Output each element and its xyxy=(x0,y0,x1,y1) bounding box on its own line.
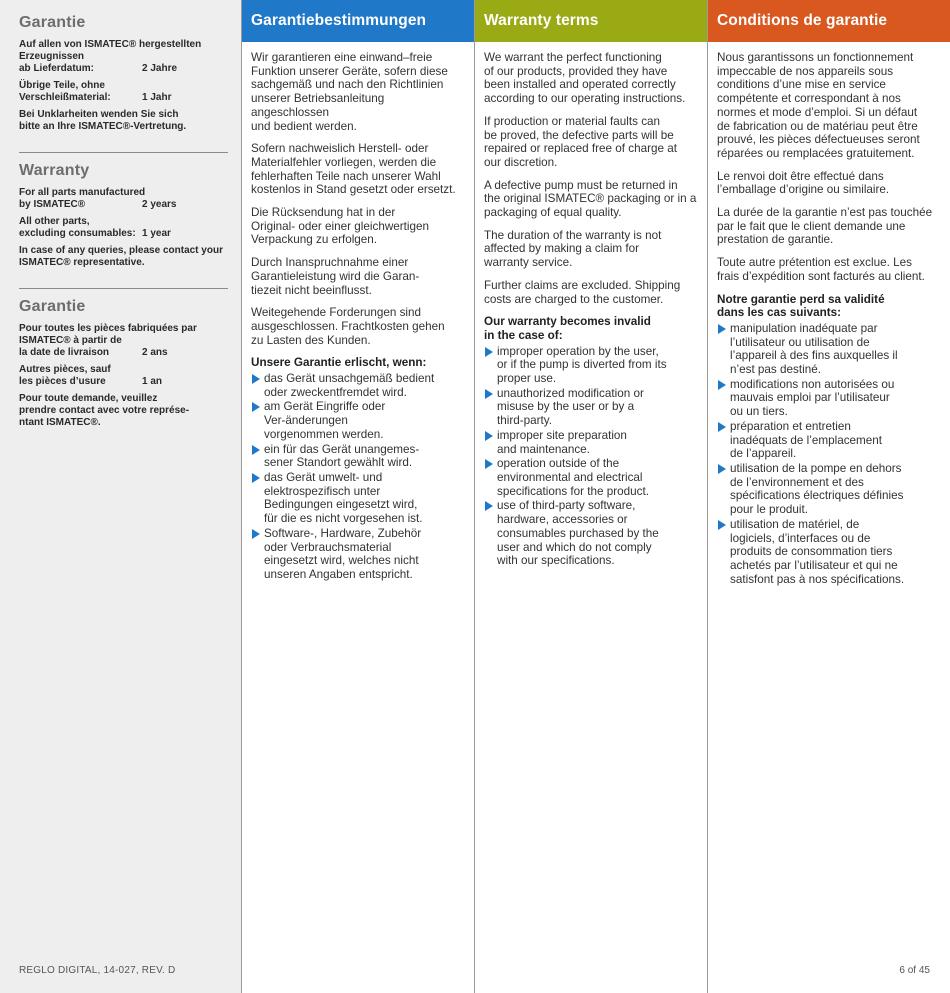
warranty-period-value: 2 years xyxy=(142,199,177,210)
triangle-right-bullet-icon xyxy=(252,374,260,384)
triangle-right-bullet-icon xyxy=(252,473,260,483)
column-german xyxy=(242,0,475,993)
sidebar-section-title: Garantie xyxy=(19,298,86,315)
triangle-right-bullet-icon xyxy=(718,422,726,432)
warranty-paragraph: Further claims are excluded. Shipping costs are charged to the customer. xyxy=(484,278,681,306)
exclusion-text: am Gerät Eingriffe oder Ver-änderungen vorgenommen werden. xyxy=(264,400,386,441)
exclusion-item xyxy=(484,429,697,456)
warranty-period-label: la date de livraison xyxy=(19,347,110,358)
warranty-paragraph: Toute autre prétention est exclue. Les frais d’expédition sont facturés au client. xyxy=(717,256,925,283)
exclusion-text: improper operation by the user, or if the pump is diverted from its proper use. xyxy=(497,344,667,386)
column-french xyxy=(708,0,950,993)
exclusion-item xyxy=(251,471,464,526)
triangle-right-bullet-icon xyxy=(485,347,493,357)
column-heading: Garantiebestimmungen xyxy=(242,0,474,42)
triangle-right-bullet-icon xyxy=(252,402,260,412)
column-english xyxy=(475,0,708,993)
exclusion-item xyxy=(717,420,940,461)
warranty-paragraph: A defective pump must be returned in the original ISMATEC® packaging or in a packaging of equal quality. xyxy=(484,178,697,220)
sidebar-section-english xyxy=(19,152,228,288)
sidebar-intro: Pour toutes les pièces fabriquées par ISMATEC® à partir de xyxy=(19,323,197,346)
exclusion-text: Software-, Hardware, Zubehör oder Verbrauchsmaterial eingesetzt wird, welches nicht unseren Angaben entspricht. xyxy=(264,526,422,581)
page-number: 6 of 45 xyxy=(899,965,930,976)
exclusion-item xyxy=(484,457,697,498)
triangle-right-bullet-icon xyxy=(485,459,493,469)
sidebar-section-title: Garantie xyxy=(19,14,86,31)
exclusion-text: utilisation de matériel, de logiciels, d’interfaces ou de produits de consommation tiers achetés par l’utilisateur et qui ne satisfont pas à nos spécifications. xyxy=(730,517,905,586)
column-body xyxy=(242,42,474,582)
triangle-right-bullet-icon xyxy=(252,445,260,455)
exclusion-item xyxy=(717,462,940,517)
sidebar-contact-note: Bei Unklarheiten wenden Sie sich bitte an Ihre ISMATEC®-Vertretung. xyxy=(19,109,187,132)
exclusion-text: modifications non autorisées ou mauvais emploi par l’utilisateur ou un tiers. xyxy=(730,377,895,419)
exclusions-list xyxy=(484,345,697,568)
sidebar-warranty-row xyxy=(19,199,228,211)
warranty-period-value: 2 Jahre xyxy=(142,63,178,74)
exclusion-text: das Gerät unsachgemäß bedient oder zweckentfremdet wird. xyxy=(264,372,435,399)
exclusion-item xyxy=(251,443,464,470)
document-id: REGLO DIGITAL, 14-027, REV. D xyxy=(19,965,176,976)
warranty-period-label: All other parts, excluding consumables: xyxy=(19,216,136,239)
sidebar-warranty-row xyxy=(19,347,228,359)
warranty-paragraph: Die Rücksendung hat in der Original- oder einer gleichwertigen Verpackung zu erfolgen. xyxy=(251,206,430,247)
exclusions-subheading: Unsere Garantie erlischt, wenn: xyxy=(251,356,427,370)
exclusion-text: préparation et entretien inadéquats de l’emplacement de l’appareil. xyxy=(730,419,883,461)
exclusion-text: utilisation de la pompe en dehors de l’environnement et des spécifications électriques définies pour le produit. xyxy=(730,461,904,517)
sidebar-intro: Auf allen von ISMATEC® hergestellten Erzeugnissen xyxy=(19,39,202,62)
triangle-right-bullet-icon xyxy=(485,501,493,511)
warranty-period-value: 2 ans xyxy=(142,347,168,358)
sidebar-section-title: Warranty xyxy=(19,162,90,179)
exclusion-item xyxy=(484,345,697,386)
exclusions-subheading: Notre garantie perd sa validité dans les cas suivants: xyxy=(717,292,885,320)
warranty-paragraph: Nous garantissons un fonctionnement impeccable de nos appareils sous conditions d’une mise en service compétente et correspondant à nos normes et mode d’emploi. Si un défaut de fabrication ou de matériau peut être prouvé, les pièces défectueuses seront réparées ou remplacées gratuitement. xyxy=(717,51,920,160)
exclusion-text: ein für das Gerät unangemes- sener Standort gewählt wird. xyxy=(264,442,420,470)
warranty-paragraph: Wir garantieren eine einwand–freie Funktion unserer Geräte, sofern diese sachgemäß und nach den Richtlinien unserer Betriebsanleitung angeschlossen und bedient werden. xyxy=(251,51,448,133)
exclusion-item xyxy=(717,322,940,377)
warranty-paragraph: Weitegehende Forderungen sind ausgeschlossen. Frachtkosten gehen zu Lasten des Kunden. xyxy=(251,306,445,347)
sidebar-warranty-row xyxy=(19,80,228,104)
sidebar-contact-note: Pour toute demande, veuillez prendre contact avec votre représe- ntant ISMATEC®. xyxy=(19,393,190,428)
triangle-right-bullet-icon xyxy=(485,431,493,441)
warranty-period-label: Übrige Teile, ohne Verschleißmaterial: xyxy=(19,80,111,103)
column-heading: Conditions de garantie xyxy=(708,0,950,42)
triangle-right-bullet-icon xyxy=(718,464,726,474)
exclusion-item xyxy=(717,378,940,419)
sidebar-warranty-row xyxy=(19,216,228,240)
sidebar-warranty-row xyxy=(19,364,228,388)
exclusions-list xyxy=(251,372,464,582)
warranty-period-value: 1 year xyxy=(142,228,171,239)
sidebar-warranty-row xyxy=(19,63,228,75)
exclusions-list xyxy=(717,322,940,586)
warranty-paragraph: Le renvoi doit être effectué dans l’emballage d’origine ou similaire. xyxy=(717,169,890,197)
exclusion-item xyxy=(484,499,697,568)
exclusions-subheading: Our warranty becomes invalid in the case of: xyxy=(484,315,651,342)
triangle-right-bullet-icon xyxy=(718,324,726,334)
triangle-right-bullet-icon xyxy=(718,380,726,390)
triangle-right-bullet-icon xyxy=(485,389,493,399)
exclusion-text: das Gerät umwelt- und elektrospezifisch unter Bedingungen eingesetzt wird, für die es nicht vorgesehen ist. xyxy=(264,470,423,526)
sidebar-contact-note: In case of any queries, please contact your ISMATEC® representative. xyxy=(19,245,223,268)
warranty-paragraph: La durée de la garantie n’est pas touchée par le fait que le client demande une prestation de garantie. xyxy=(717,206,933,247)
triangle-right-bullet-icon xyxy=(718,520,726,530)
exclusion-text: improper site preparation and maintenance. xyxy=(497,428,627,456)
exclusion-item xyxy=(717,518,940,587)
exclusion-item xyxy=(251,527,464,582)
warranty-period-value: 1 Jahr xyxy=(142,92,172,103)
exclusion-item xyxy=(251,372,464,399)
column-body xyxy=(708,42,950,586)
warranty-period-label: ab Lieferdatum: xyxy=(19,63,95,74)
sidebar-section-french xyxy=(19,288,228,448)
warranty-paragraph: Durch Inanspruchnahme einer Garantieleistung wird die Garan- tiezeit nicht beeinflusst. xyxy=(251,256,420,297)
warranty-period-label: Autres pièces, sauf les pièces d’usure xyxy=(19,364,111,387)
triangle-right-bullet-icon xyxy=(252,529,260,539)
warranty-period-label: by ISMATEC® xyxy=(19,199,86,210)
exclusion-text: unauthorized modification or misuse by the user or by a third-party. xyxy=(497,386,644,428)
warranty-period-value: 1 an xyxy=(142,376,163,387)
sidebar-section-german xyxy=(19,14,228,152)
exclusion-item xyxy=(484,387,697,428)
warranty-paragraph: If production or material faults can be proved, the defective parts will be repaired or replaced free of charge at our discretion. xyxy=(484,114,677,169)
exclusion-text: manipulation inadéquate par l’utilisateur ou utilisation de l’appareil à des fins auxquelles il n’est pas destiné. xyxy=(730,321,898,377)
sidebar-intro: For all parts manufactured xyxy=(19,187,146,198)
exclusion-text: operation outside of the environmental and electrical specifications for the product. xyxy=(497,457,650,498)
warranty-paragraph: Sofern nachweislich Herstell- oder Materialfehler vorliegen, werden die fehlerhaften Teile nach unserer Wahl kostenlos in Stand gesetzt oder ersetzt. xyxy=(251,142,456,197)
column-heading: Warranty terms xyxy=(475,0,707,42)
exclusion-text: use of third-party software, hardware, accessories or consumables purchased by the user and which do not comply with our specifications. xyxy=(497,499,659,568)
sidebar-warranty-summary xyxy=(0,0,242,993)
warranty-paragraph: The duration of the warranty is not affected by making a claim for warranty service. xyxy=(484,228,662,270)
warranty-paragraph: We warrant the perfect functioning of our products, provided they have been installed and operated correctly according to our operating instructions. xyxy=(484,51,686,106)
column-body xyxy=(475,42,707,568)
exclusion-item xyxy=(251,400,464,441)
